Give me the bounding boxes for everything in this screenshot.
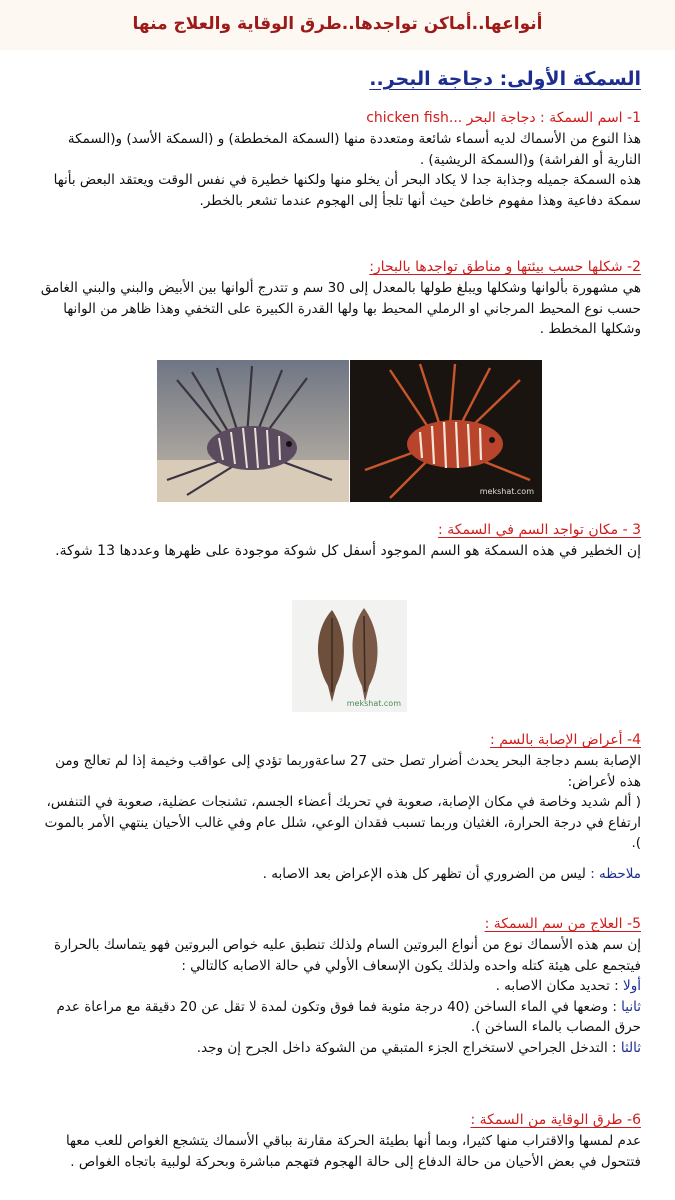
section-name	[33, 108, 641, 211]
step-label: ثانيا	[621, 998, 641, 1015]
page-title: أنواعها..أماكن تواجدها..طرق الوقاية والعلاج منها	[132, 14, 543, 34]
step-label: أولا	[623, 978, 641, 994]
section-paragraph: هذه السمكة جميله وجذابة جدا لا يكاد البحر أن يخلو منها ولكنها خطيرة في نفس الوقت ويعتقد البعض بأنها سمكة دفاعية وهذا مفهوم خاطئ حيث أنها تلجأ إلى الهجوم عندما تشعر بالخطر.	[53, 172, 641, 209]
section-paragraph: هي مشهورة بألوانها وشكلها ويبلغ طولها بالمعدل إلى 30 سم و تتدرج ألوانها بين الأبيض والبني والبني الغامق حسب نوع المحيط المرجاني او الرملي المحيط بها ولها القدرة الكبيرة على التخفي وهذا ظاهر من الوانها وشكلها المخطط .	[40, 280, 641, 337]
treatment-step	[33, 976, 641, 997]
spine-photo	[292, 600, 407, 712]
step-text: : التدخل الجراحي لاستخراج الجزء المتبقي من الشوكة داخل الجرح إن وجد.	[196, 1039, 621, 1056]
watermark: mekshat.com	[346, 699, 401, 708]
note-label: ملاحظه :	[590, 865, 641, 882]
section-paragraph: عدم لمسها والاقتراب منها كثيرا، وبما أنها بطيئة الحركة مقارنة بباقي الأسماك يتشجع الغواص للعب معها فتتحول في بعض الأحيان من حالة الدفاع إلى حالة الهجوم فتهجم مباشرة وبحركة لولبية باتجاه الغواص .	[65, 1133, 641, 1170]
lionfish-illustration	[350, 360, 542, 502]
section-paragraph: إن سم هذه الأسماك نوع من أنواع البروتين السام ولذلك تنطبق عليه خواص البروتين فهو يتماسك بالحرارة فيتجمع على هيئة كتله واحده ولذلك يكون الإسعاف الأولي في حالة الاصابه كالتالي :	[54, 937, 641, 974]
section-paragraph: إن الخطير في هذه السمكة هو السم الموجود أسفل كل شوكة موجودة على ظهرها وعددها 13 شوكة.	[55, 543, 641, 559]
step-text: : تحديد مكان الاصابه .	[495, 978, 624, 994]
section-venom	[33, 520, 641, 562]
watermark: mekshat.com	[479, 487, 534, 496]
step-text: : وضعها في الماء الساخن (40 درجة مئوية فما فوق وتكون لمدة لا تقل عن 20 دقيقة مع مراعاة عدم حرق المصاب بالماء الساخن ).	[56, 998, 641, 1035]
note-text: ليس من الضروري أن تظهر كل هذه الإعراض بعد الاصابه .	[262, 865, 591, 882]
treatment-step	[33, 997, 641, 1038]
section-shape	[33, 257, 641, 340]
section-heading: 6- طرق الوقاية من السمكة :	[470, 1112, 641, 1128]
section-heading: 1- اسم السمكة : دجاجة البحر ...chicken fish	[366, 110, 641, 126]
section-heading: 3 - مكان تواجد السم في السمكة :	[438, 522, 641, 538]
section-heading: 4- أعراض الإصابة بالسم :	[490, 732, 641, 748]
lionfish-photo-right	[350, 360, 542, 502]
section-heading: 5- العلاج من سم السمكة :	[484, 916, 641, 932]
fish-heading: السمكة الأولى: دجاجة البحر..	[369, 68, 641, 90]
lionfish-photo-left	[157, 360, 349, 502]
step-label: ثالثا	[620, 1039, 641, 1056]
section-paragraph: الإصابة بسم دجاجة البحر يحدث أضرار تصل حتى 27 ساعةوربما تؤدي إلى عواقب وخيمة إذا لم تعالج ومن هذه لأعراض:	[55, 753, 641, 790]
title-banner	[0, 0, 675, 50]
lionfish-illustration	[157, 360, 349, 502]
section-paragraph: هذا النوع من الأسماك لديه أسماء شائعة ومتعددة منها (السمكة المخططة) و (السمكة الأسد) و(السمكة النارية أو الفراشة) و(السمكة الريشية) .	[67, 131, 641, 168]
note	[33, 864, 641, 885]
treatment-step	[33, 1038, 641, 1059]
section-symptoms	[33, 730, 641, 884]
spine-illustration	[292, 600, 407, 712]
section-paragraph: ( ألم شديد وخاصة في مكان الإصابة، صعوبة في تحريك أعضاء الجسم، تشنجات عضلية، صعوبة في التنفس، ارتفاع في درجة الحرارة، الغثيان وربما تسبب فقدان الوعي، شلل عام وفي غالب الأحيان ينتهي الأمر بالموت ).	[44, 794, 641, 851]
section-heading: 2- شكلها حسب بيئتها و مناطق تواجدها بالبحار:	[369, 259, 641, 275]
section-prevention	[33, 1110, 641, 1172]
section-treatment	[33, 914, 641, 1058]
